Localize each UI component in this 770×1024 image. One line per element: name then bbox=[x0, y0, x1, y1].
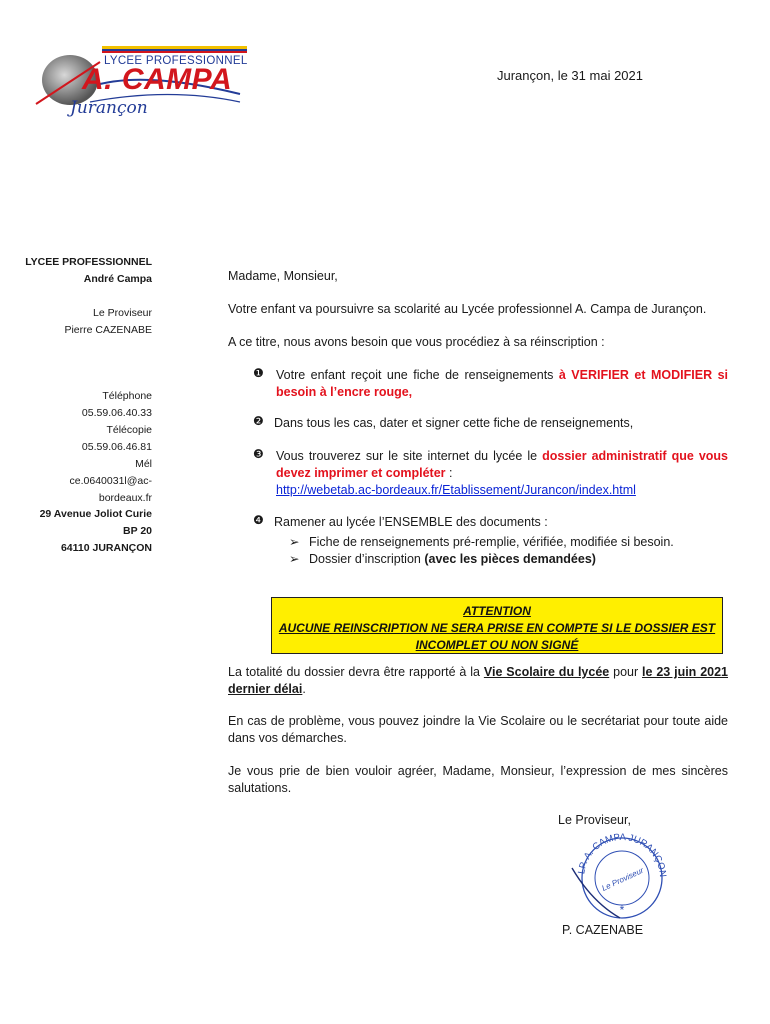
mail-label: Mél bbox=[135, 458, 152, 470]
list-item-2: Dans tous les cas, dater et signer cette fiche de renseignements, bbox=[274, 416, 634, 430]
phone-number: 05.59.06.40.33 bbox=[81, 407, 152, 419]
deadline-emphasis: le 23 juin 2021 dernier délai bbox=[228, 665, 728, 696]
paragraph: Votre enfant va poursuivre sa scolarité au Lycée professionnel A. Campa de Jurançon. bbox=[228, 302, 707, 316]
arrow-icon: ➢ bbox=[289, 535, 300, 549]
school-name-2: André Campa bbox=[83, 273, 152, 285]
logo-script-text: Jurançon bbox=[70, 98, 148, 118]
contact-block bbox=[20, 388, 152, 507]
attention-line: INCOMPLET OU NON SIGNÉ bbox=[415, 638, 579, 652]
text: La totalité du dossier devra être rapporté à la bbox=[228, 665, 484, 679]
sidebar bbox=[20, 254, 152, 339]
bullet-4-icon: ❹ bbox=[253, 513, 264, 527]
sidebar-name: Pierre CAZENABE bbox=[64, 324, 152, 336]
attention-box bbox=[271, 597, 723, 654]
bullet-1-icon: ❶ bbox=[253, 366, 264, 380]
stamp-ring-text: LP. A. CAMPA JURANÇON bbox=[576, 832, 669, 878]
signatory-name: P. CAZENABE bbox=[562, 923, 644, 937]
closing-title: Le Proviseur, bbox=[558, 813, 631, 827]
logo-top-text: LYCEE PROFESSIONNEL bbox=[104, 55, 248, 67]
address-line: BP 20 bbox=[123, 525, 152, 537]
paragraph: Je vous prie de bien vouloir agréer, Madame, Monsieur, l’expression de mes sincères salutations. bbox=[228, 764, 728, 795]
fax-label: Télécopie bbox=[106, 424, 152, 436]
paragraph: En cas de problème, vous pouvez joindre la Vie Scolaire ou le secrétariat pour toute aide dans vos démarches. bbox=[228, 714, 728, 745]
sub-item-text: Fiche de renseignements pré-remplie, vérifiée, modifiée si besoin. bbox=[309, 535, 674, 549]
stamp-star: * bbox=[619, 903, 625, 917]
sub-item bbox=[289, 551, 596, 568]
item-emphasis: dossier administratif que vous devez imprimer et compléter bbox=[276, 449, 729, 480]
item-colon: : bbox=[445, 466, 453, 480]
sub-item-emphasis: (avec les pièces demandées) bbox=[424, 552, 596, 566]
school-name: LYCEE PROFESSIONNEL bbox=[25, 256, 152, 268]
address-line: 29 Avenue Joliot Curie bbox=[39, 508, 152, 520]
sidebar-role: Le Proviseur bbox=[93, 307, 152, 319]
text: . bbox=[302, 682, 306, 696]
item-emphasis: à VERIFIER et MODIFIER si besoin à l’encre rouge, bbox=[276, 368, 729, 399]
attention-line: AUCUNE REINSCRIPTION NE SERA PRISE EN COMPTE SI LE DOSSIER EST bbox=[278, 621, 716, 635]
item-text: Votre enfant reçoit une fiche de renseignements bbox=[276, 368, 559, 382]
mail-address: ce.0640031l@ac- bbox=[69, 475, 152, 487]
text: pour bbox=[609, 665, 643, 679]
address-line: 64110 JURANÇON bbox=[60, 542, 152, 554]
bullet-2-icon: ❷ bbox=[253, 414, 264, 428]
phone-label: Téléphone bbox=[102, 390, 152, 402]
bullet-3-icon: ❸ bbox=[253, 447, 264, 461]
paragraph: A ce titre, nous avons besoin que vous procédiez à sa réinscription : bbox=[228, 335, 605, 349]
sub-item bbox=[289, 534, 674, 551]
salutation: Madame, Monsieur, bbox=[228, 269, 338, 283]
vie-scolaire-emphasis: Vie Scolaire du lycée bbox=[483, 665, 610, 679]
official-stamp bbox=[562, 832, 682, 922]
deadline-paragraph bbox=[228, 664, 728, 698]
mail-address-2: bordeaux.fr bbox=[98, 492, 152, 504]
date-line: Jurançon, le 31 mai 2021 bbox=[497, 68, 643, 83]
list-item-4: Ramener au lycée l’ENSEMBLE des documents : bbox=[274, 515, 548, 529]
logo-main-text: A. CAMPA bbox=[82, 63, 233, 96]
fax-number: 05.59.06.46.81 bbox=[81, 441, 152, 453]
arrow-icon: ➢ bbox=[289, 552, 300, 566]
attention-title: ATTENTION bbox=[463, 604, 531, 618]
address-block bbox=[20, 506, 152, 557]
website-link[interactable]: http://webetab.ac-bordeaux.fr/Etablissement/Jurancon/index.html bbox=[276, 483, 636, 497]
stamp-center-text: Le Proviseur bbox=[600, 865, 645, 893]
item-text: Vous trouverez sur le site internet du lycée le bbox=[276, 449, 543, 463]
sub-item-text: Dossier d’inscription bbox=[309, 552, 425, 566]
list-item-1 bbox=[276, 367, 728, 401]
list-item-3 bbox=[276, 448, 728, 499]
